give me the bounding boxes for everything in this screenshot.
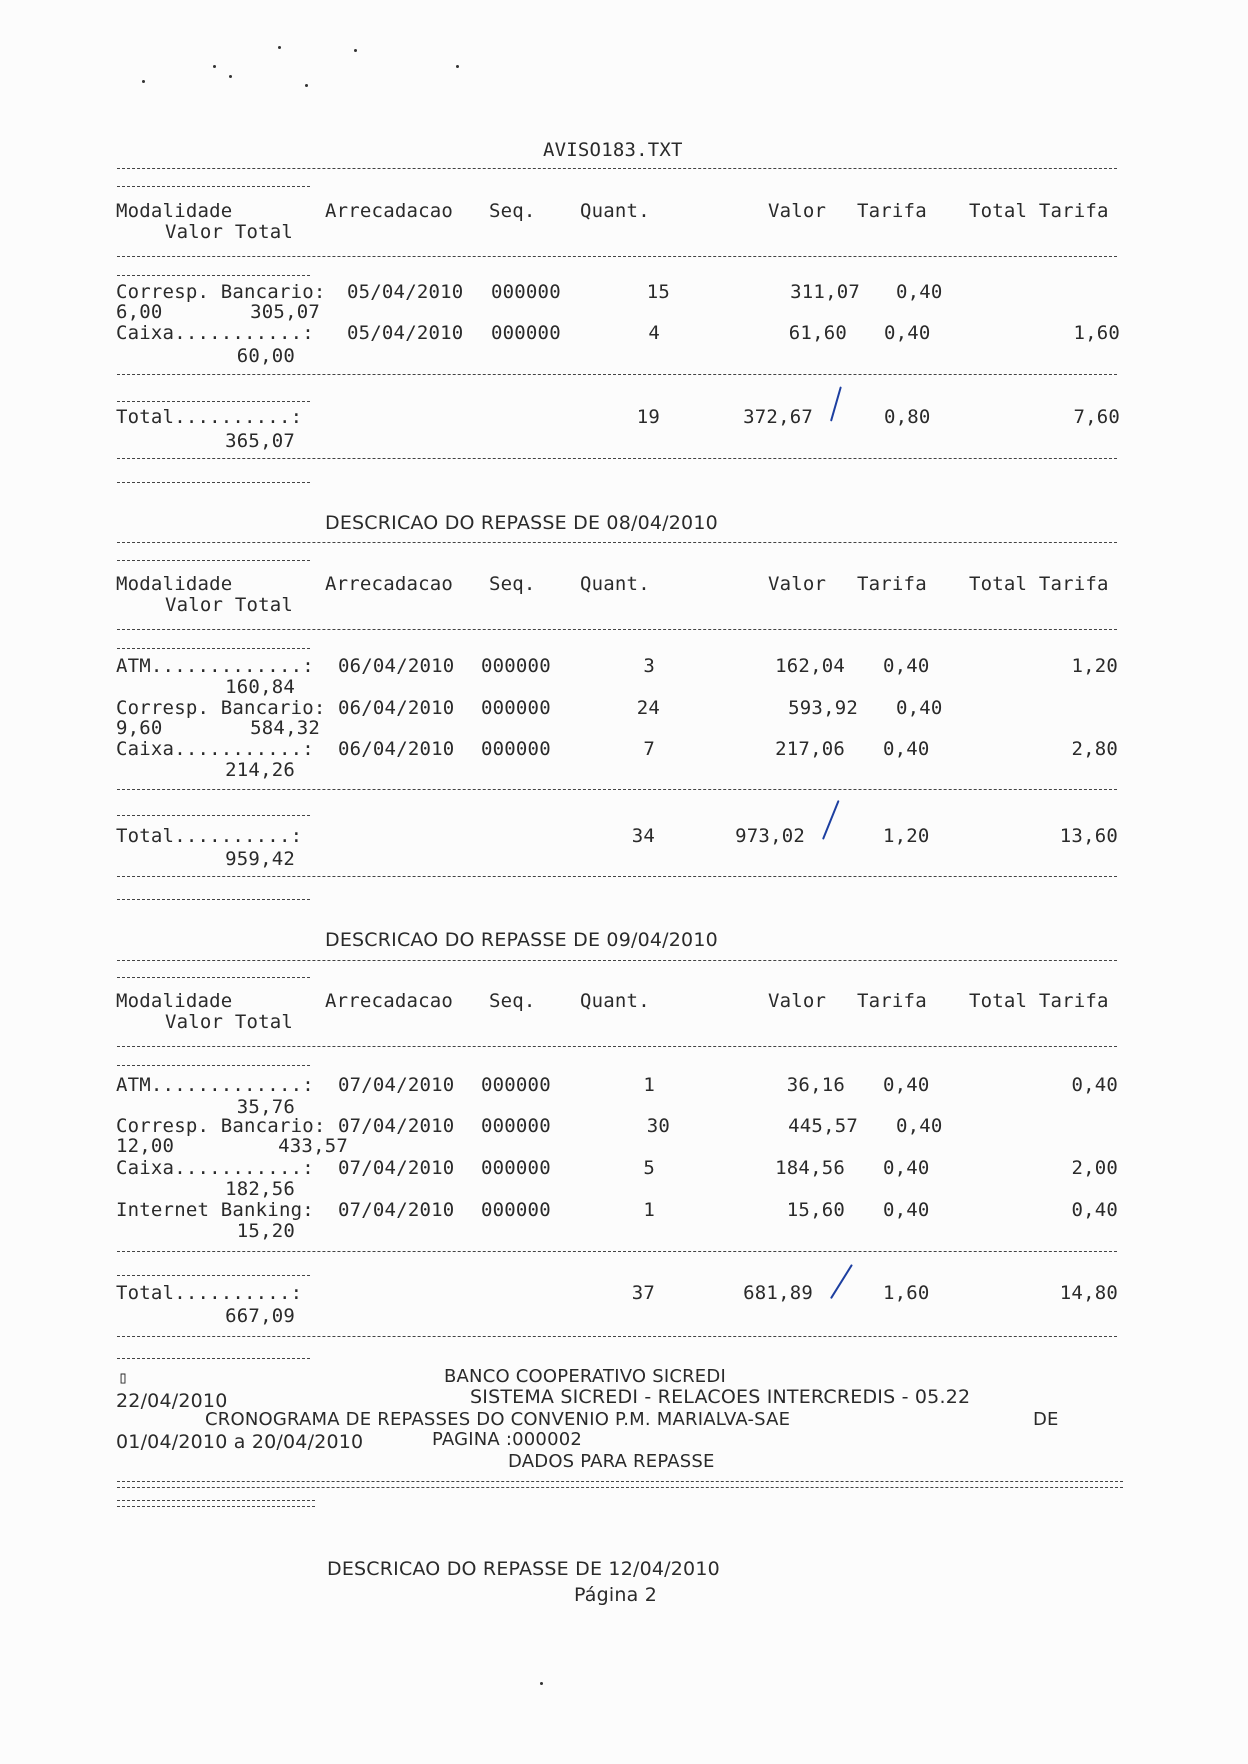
file-title: AVISO183.TXT (543, 139, 683, 161)
cell-arrecadacao: 06/04/2010 (338, 655, 455, 677)
divider (117, 1046, 1117, 1047)
cell-arrecadacao: 05/04/2010 (347, 322, 464, 344)
cell-valor: 311,07 (790, 281, 860, 303)
divider (117, 458, 1117, 459)
cell-valor: 162,04 (775, 655, 845, 677)
cell-valor-total: 15,20 (236, 1220, 295, 1242)
divider (117, 560, 310, 561)
cell-quant: 15 (646, 281, 670, 303)
section-title: DESCRICAO DO REPASSE DE 08/04/2010 (325, 512, 718, 534)
col-valor-total: Valor Total (165, 221, 294, 243)
col-total-tarifa: Total Tarifa (969, 990, 1109, 1012)
cell-total-tarifa: 0,40 (1071, 1074, 1118, 1096)
double-divider (117, 1481, 1123, 1488)
divider (117, 977, 310, 978)
cell-total-tarifa: 2,80 (1071, 738, 1118, 760)
divider (117, 168, 1117, 169)
speck (354, 49, 357, 52)
divider (117, 186, 310, 187)
divider (117, 629, 1117, 630)
cell-seq: 000000 (491, 281, 561, 303)
cell-seq: 000000 (491, 322, 561, 344)
col-total-tarifa: Total Tarifa (969, 573, 1109, 595)
total-valor: 973,02 (735, 825, 805, 847)
speck (456, 65, 459, 68)
col-arrecadacao: Arrecadacao (325, 200, 454, 222)
cell-quant: 3 (643, 655, 655, 677)
col-tarifa: Tarifa (857, 573, 927, 595)
total-quant: 34 (631, 825, 655, 847)
divider (117, 275, 310, 276)
cell-quant: 1 (643, 1199, 655, 1221)
cell-valor-total: 584,32 (250, 717, 320, 739)
cell-valor-total: 305,07 (250, 301, 320, 323)
cell-tarifa: 0,40 (883, 655, 930, 677)
cell-tarifa: 0,40 (896, 281, 943, 303)
cell-total-tarifa: 1,60 (1073, 322, 1120, 344)
total-label: Total..........: (116, 1282, 303, 1304)
cell-tarifa: 0,40 (896, 697, 943, 719)
cell-valor: 36,16 (786, 1074, 845, 1096)
total-label: Total..........: (116, 406, 303, 428)
cell-arrecadacao: 07/04/2010 (338, 1199, 455, 1221)
cell-tarifa: 0,40 (884, 322, 931, 344)
report-date: 22/04/2010 (116, 1390, 228, 1412)
schedule-de: DE (1033, 1409, 1059, 1430)
total-quant: 37 (631, 1282, 655, 1304)
divider (117, 1065, 310, 1066)
cell-valor-total: 182,56 (225, 1178, 295, 1200)
col-modalidade: Modalidade (116, 990, 233, 1012)
col-valor: Valor (768, 990, 827, 1012)
cell-valor: 445,57 (788, 1115, 858, 1137)
divider (117, 542, 1117, 543)
system-name: SISTEMA SICREDI - RELACOES INTERCREDIS - 05.22 (470, 1386, 971, 1408)
section-title: DESCRICAO DO REPASSE DE 09/04/2010 (325, 929, 718, 951)
divider (117, 1275, 310, 1276)
cell-valor-total: 60,00 (236, 345, 295, 367)
col-quant: Quant. (580, 200, 650, 222)
cell-tarifa: 0,40 (883, 1157, 930, 1179)
cell-total-tarifa: 12,00 (116, 1135, 175, 1157)
col-arrecadacao: Arrecadacao (325, 990, 454, 1012)
dados-title: DADOS PARA REPASSE (508, 1451, 715, 1472)
col-arrecadacao: Arrecadacao (325, 573, 454, 595)
cell-quant: 5 (643, 1157, 655, 1179)
divider (117, 256, 1117, 257)
total-valor: 372,67 (743, 406, 813, 428)
cell-seq: 000000 (481, 738, 551, 760)
divider (117, 482, 310, 483)
col-valor: Valor (768, 573, 827, 595)
cell-quant: 24 (636, 697, 660, 719)
total-valor-total: 667,09 (225, 1305, 295, 1327)
total-valor-total: 365,07 (225, 430, 295, 452)
cell-valor: 15,60 (786, 1199, 845, 1221)
cell-valor: 184,56 (775, 1157, 845, 1179)
report-page: PAGINA :000002 (432, 1429, 583, 1450)
cell-modalidade: Caixa...........: (116, 322, 314, 344)
cell-quant: 7 (643, 738, 655, 760)
page-number: Página 2 (574, 1584, 657, 1606)
cell-total-tarifa: 1,20 (1071, 655, 1118, 677)
divider (117, 648, 310, 649)
cell-modalidade: Caixa...........: (116, 738, 314, 760)
cell-tarifa: 0,40 (883, 1074, 930, 1096)
cell-arrecadacao: 06/04/2010 (338, 738, 455, 760)
speck (213, 65, 216, 68)
divider (117, 1358, 310, 1359)
speck (540, 1682, 543, 1685)
col-quant: Quant. (580, 573, 650, 595)
cell-quant: 30 (646, 1115, 670, 1137)
cell-total-tarifa: 6,00 (116, 301, 163, 323)
box-glyph: ▯ (118, 1368, 129, 1388)
cell-valor: 217,06 (775, 738, 845, 760)
cell-arrecadacao: 06/04/2010 (338, 697, 455, 719)
cell-modalidade: Internet Banking: (116, 1199, 314, 1221)
divider (117, 789, 1117, 790)
cell-modalidade: ATM.............: (116, 1074, 314, 1096)
col-seq: Seq. (489, 200, 536, 222)
divider (117, 960, 1117, 961)
total-total-tarifa: 13,60 (1059, 825, 1118, 847)
speck (229, 75, 232, 78)
cell-tarifa: 0,40 (883, 1199, 930, 1221)
cell-tarifa: 0,40 (896, 1115, 943, 1137)
total-tarifa: 1,60 (883, 1282, 930, 1304)
cell-valor-total: 35,76 (236, 1096, 295, 1118)
cell-arrecadacao: 07/04/2010 (338, 1157, 455, 1179)
cell-total-tarifa: 0,40 (1071, 1199, 1118, 1221)
col-modalidade: Modalidade (116, 200, 233, 222)
divider (117, 1251, 1117, 1252)
cell-modalidade: Corresp. Bancario: (116, 697, 326, 719)
cell-total-tarifa: 9,60 (116, 717, 163, 739)
check-mark (830, 386, 842, 421)
divider (117, 876, 1117, 877)
total-valor-total: 959,42 (225, 848, 295, 870)
divider (117, 899, 310, 900)
section-title: DESCRICAO DO REPASSE DE 12/04/2010 (327, 1558, 720, 1580)
total-total-tarifa: 14,80 (1059, 1282, 1118, 1304)
cell-modalidade: Corresp. Bancario: (116, 281, 326, 303)
divider (117, 1336, 1117, 1337)
cell-seq: 000000 (481, 697, 551, 719)
cell-valor-total: 160,84 (225, 676, 295, 698)
col-seq: Seq. (489, 573, 536, 595)
col-quant: Quant. (580, 990, 650, 1012)
cell-seq: 000000 (481, 1115, 551, 1137)
total-quant: 19 (636, 406, 660, 428)
cell-arrecadacao: 05/04/2010 (347, 281, 464, 303)
cell-arrecadacao: 07/04/2010 (338, 1074, 455, 1096)
total-total-tarifa: 7,60 (1073, 406, 1120, 428)
speck (305, 84, 308, 87)
cell-modalidade: ATM.............: (116, 655, 314, 677)
divider (117, 374, 1117, 375)
check-mark (830, 1264, 853, 1299)
cell-valor: 61,60 (788, 322, 847, 344)
schedule-title: CRONOGRAMA DE REPASSES DO CONVENIO P.M. MARIALVA-SAE (205, 1409, 791, 1430)
total-label: Total..........: (116, 825, 303, 847)
cell-valor: 593,92 (788, 697, 858, 719)
col-total-tarifa: Total Tarifa (969, 200, 1109, 222)
col-valor-total: Valor Total (165, 1011, 294, 1033)
total-tarifa: 1,20 (883, 825, 930, 847)
cell-quant: 1 (643, 1074, 655, 1096)
speck (278, 46, 281, 49)
total-tarifa: 0,80 (884, 406, 931, 428)
col-seq: Seq. (489, 990, 536, 1012)
report-period: 01/04/2010 a 20/04/2010 (116, 1431, 364, 1453)
col-valor-total: Valor Total (165, 594, 294, 616)
speck (142, 80, 145, 83)
cell-valor-total: 433,57 (278, 1135, 348, 1157)
cell-modalidade: Corresp. Bancario: (116, 1115, 326, 1137)
cell-tarifa: 0,40 (883, 738, 930, 760)
col-tarifa: Tarifa (857, 200, 927, 222)
divider (117, 815, 310, 816)
cell-seq: 000000 (481, 1074, 551, 1096)
cell-quant: 4 (648, 322, 660, 344)
double-divider (117, 1500, 315, 1507)
cell-arrecadacao: 07/04/2010 (338, 1115, 455, 1137)
cell-seq: 000000 (481, 1199, 551, 1221)
cell-seq: 000000 (481, 655, 551, 677)
col-valor: Valor (768, 200, 827, 222)
col-tarifa: Tarifa (857, 990, 927, 1012)
col-modalidade: Modalidade (116, 573, 233, 595)
check-mark (822, 800, 840, 840)
cell-modalidade: Caixa...........: (116, 1157, 314, 1179)
cell-seq: 000000 (481, 1157, 551, 1179)
bank-name: BANCO COOPERATIVO SICREDI (444, 1366, 726, 1387)
divider (117, 401, 310, 402)
total-valor: 681,89 (743, 1282, 813, 1304)
cell-total-tarifa: 2,00 (1071, 1157, 1118, 1179)
cell-valor-total: 214,26 (225, 759, 295, 781)
